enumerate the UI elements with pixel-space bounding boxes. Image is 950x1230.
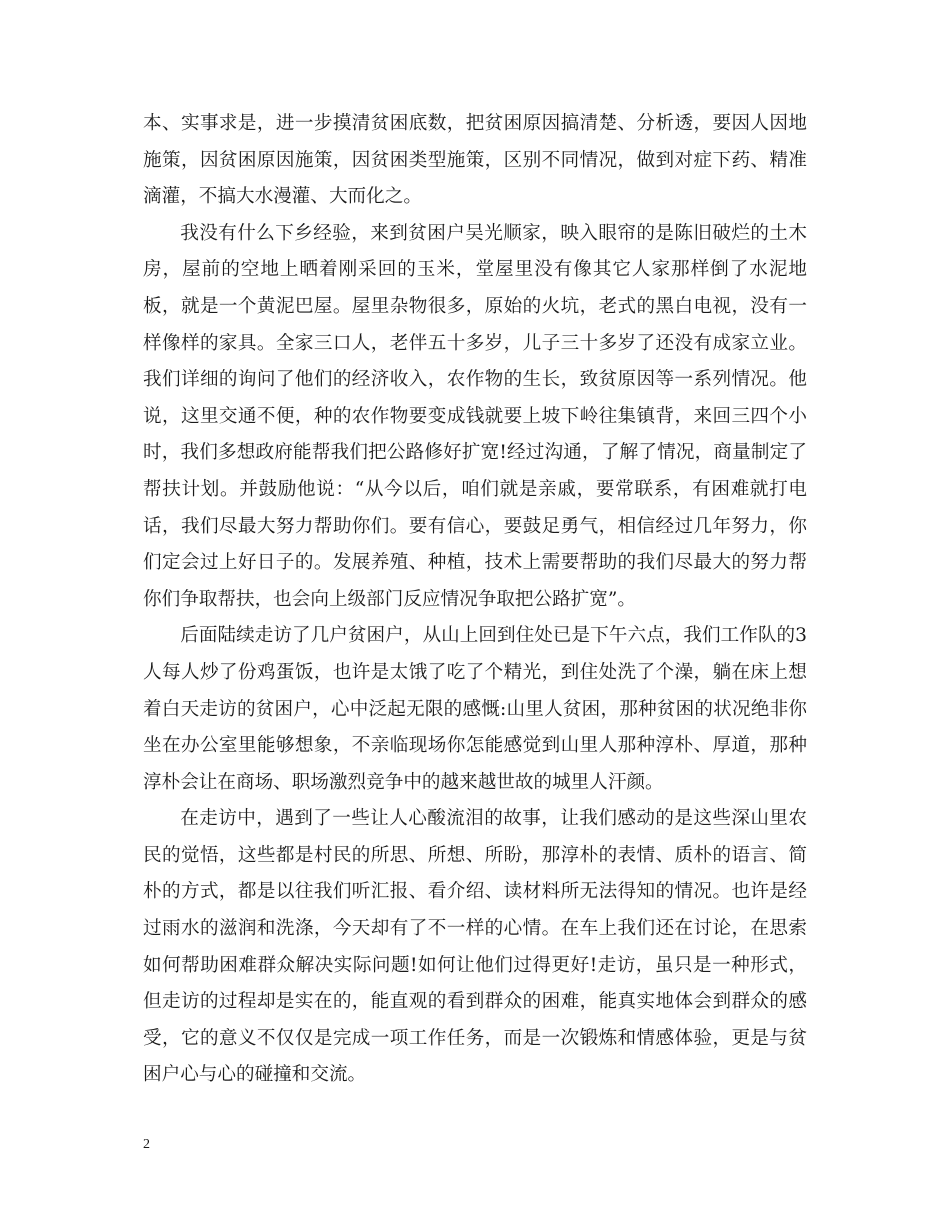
document-body: [143, 106, 807, 1094]
paragraph-2: 我没有什么下乡经验，来到贫困户吴光顺家，映入眼帘的是陈旧破烂的土木房，屋前的空地上晒着刚采回的玉米，堂屋里没有像其它人家那样倒了水泥地板，就是一个黄泥巴屋。屋里杂物很多，原始的火坑，老式的黑白电视，没有一样像样的家具。全家三口人，老伴五十多岁，儿子三十多岁了还没有成家立业。我们详细的询问了他们的经济收入，农作物的生长，致贫原因等一系列情况。他说，这里交通不便，种的农作物要变成钱就要上坡下岭往集镇背，来回三四个小时，我们多想政府能帮我们把公路修好扩宽!经过沟通，了解了情况，商量制定了帮扶计划。并鼓励他说：“从今以后，咱们就是亲戚，要常联系，有困难就打电话，我们尽最大努力帮助你们。要有信心，要鼓足勇气，相信经过几年努力，你们定会过上好日子的。发展养殖、种植，技术上需要帮助的我们尽最大的努力帮你们争取帮扶，也会向上级部门反应情况争取把公路扩宽”。: [143, 222, 807, 610]
paragraph-4: 在走访中，遇到了一些让人心酸流泪的故事，让我们感动的是这些深山里农民的觉悟，这些都是村民的所思、所想、所盼，那淳朴的表情、质朴的语言、简朴的方式，都是以往我们听汇报、看介绍、读材料所无法得知的情况。也许是经过雨水的滋润和洗涤，今天却有了不一样的心情。在车上我们还在讨论，在思索如何帮助困难群众解决实际问题!如何让他们过得更好!走访，虽只是一种形式，但走访的过程却是实在的，能直观的看到群众的困难，能真实地体会到群众的感受，它的意义不仅仅是完成一项工作任务，而是一次锻炼和情感体验，更是与贫困户心与心的碰撞和交流。: [143, 808, 807, 1086]
page-number: 2: [143, 1137, 150, 1152]
paragraph-3: 后面陆续走访了几户贫困户，从山上回到住处已是下午六点，我们工作队的3人每人炒了份鸡蛋饭，也许是太饿了吃了个精光，到住处洗了个澡，躺在床上想着白天走访的贫困户，心中泛起无限的感慨:山里人贫困，那种贫困的状况绝非你坐在办公室里能够想象，不亲临现场你怎能感觉到山里人那种淳朴、厚道，那种淳朴会让在商场、职场激烈竞争中的越来越世故的城里人汗颜。: [143, 625, 807, 793]
paragraph-1: 本、实事求是，进一步摸清贫困底数，把贫困原因搞清楚、分析透，要因人因地施策，因贫困原因施策，因贫困类型施策，区别不同情况，做到对症下药、精准滴灌，不搞大水漫灌、大而化之。: [143, 113, 807, 208]
